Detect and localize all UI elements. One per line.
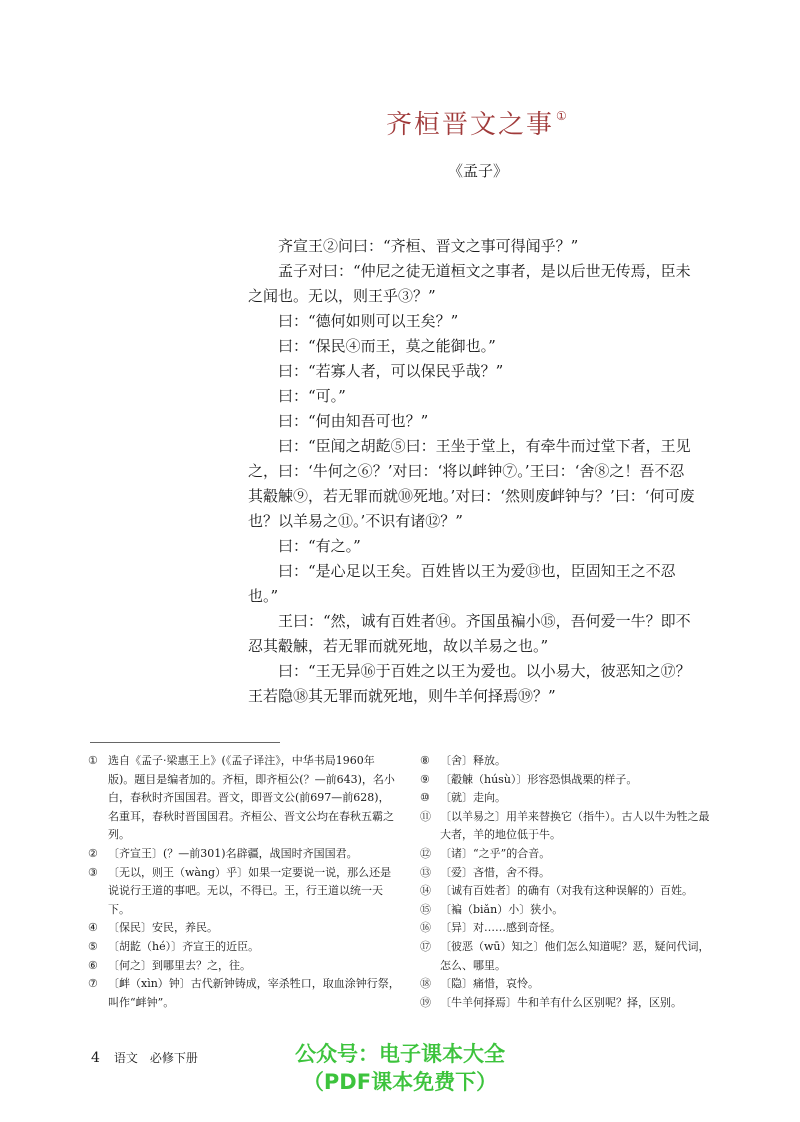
footnote-text: 〔彼恶（wū）知之〕他们怎么知道呢？恶，疑问代词，怎么、哪里。 <box>440 939 710 972</box>
footnote <box>88 919 400 938</box>
footnote-number: ⑧ <box>420 754 430 767</box>
footnote <box>88 957 400 976</box>
footnote-divider <box>90 742 280 743</box>
footnote <box>420 771 720 790</box>
title-footnote-mark: ① <box>556 109 569 123</box>
footnote-number: ⑥ <box>88 958 98 972</box>
footnote-number: ⑭ <box>420 884 431 898</box>
footnote-number: ⑱ <box>420 977 431 991</box>
footnote-text: 选自《孟子·梁惠王上》(《孟子译注》，中华书局1960年版)。题目是编者加的。齐桓，即齐桓公(？—前643)，名小白，春秋时齐国国君。晋文，即晋文公(前697—前628)，名重耳，春秋时晋国国君。齐桓公、晋文公均在春秋五霸之列。 <box>108 754 395 842</box>
paragraph: 曰：“德何如则可以王矣？” <box>278 312 459 330</box>
footnote <box>420 845 720 864</box>
footnote-text: 〔异〕对……感到奇怪。 <box>440 921 561 935</box>
footnote-text: 〔保民〕安民，养民。 <box>108 921 218 935</box>
paragraph: 曰：“是心足以王矣。百姓皆以王为爱⑬也，臣固知王之不忍也。” <box>248 562 676 605</box>
footnote-number: ① <box>88 754 98 767</box>
footnote <box>88 845 400 864</box>
footnote-number: ② <box>88 846 98 860</box>
footnote <box>420 975 720 994</box>
footnote-text: 〔就〕走向。 <box>440 791 506 805</box>
footnote-number: ⑦ <box>88 977 98 991</box>
page-footer <box>91 1049 198 1066</box>
footnote-number: ⑪ <box>420 809 431 823</box>
footnotes-left <box>88 752 400 1012</box>
footnote <box>88 975 400 1012</box>
footnote <box>420 808 720 845</box>
page-title <box>386 104 569 141</box>
paragraph: 曰：“王无异⑯于百姓之以王为爱也。以小易大，彼恶知之⑰？王若隐⑱其无罪而就死地，则牛羊何择焉⑲？” <box>248 662 691 705</box>
paragraph: 齐宣王②问曰：“齐桓、晋文之事可得闻乎？” <box>278 237 579 255</box>
footnote-text: 〔齐宣王〕(？—前301)名辟疆，战国时齐国国君。 <box>108 846 358 860</box>
footnote-number: ⑬ <box>420 865 431 879</box>
watermark-line-1: 公众号：电子课本大全 <box>295 1042 505 1066</box>
paragraph: 孟子对曰：“仲尼之徒无道桓文之事者，是以后世无传焉，臣未之闻也。无以，则王乎③？” <box>248 262 691 305</box>
footnote <box>88 864 400 920</box>
footnote-text: 〔诚有百姓者〕的确有（对我有这种误解的）百姓。 <box>440 884 693 898</box>
footnote <box>420 752 720 771</box>
footnote-text: 〔觳觫（húsù）〕形容恐惧战栗的样子。 <box>440 772 638 786</box>
footnote-number: ⑩ <box>420 791 430 805</box>
footnote-text: 〔何之〕到哪里去？之，往。 <box>108 958 251 972</box>
footnote <box>420 864 720 883</box>
footnote <box>88 752 400 845</box>
main-text <box>248 234 698 709</box>
footnote-text: 〔隐〕痛惜，哀怜。 <box>440 977 539 991</box>
footnote-number: ③ <box>88 865 98 879</box>
paragraph: 曰：“若寡人者，可以保民乎哉？” <box>278 362 504 380</box>
footnote <box>88 938 400 957</box>
paragraph: 曰：“有之。” <box>278 537 361 555</box>
footnote-text: 〔爱〕吝惜，舍不得。 <box>440 865 550 879</box>
footnote-text: 〔牛羊何择焉〕牛和羊有什么区别呢？择，区别。 <box>440 995 682 1009</box>
footnote <box>420 994 720 1013</box>
footnote-number: ④ <box>88 921 98 935</box>
footnote-number: ⑤ <box>88 939 98 953</box>
paragraph: 曰：“可。” <box>278 387 346 405</box>
paragraph: 曰：“何由知吾可也？” <box>278 412 429 430</box>
footnote <box>420 789 720 808</box>
footnote-number: ⑯ <box>420 921 431 935</box>
footnotes-right <box>420 752 720 1012</box>
watermark-line-2: （PDF课本免费下） <box>302 1070 498 1094</box>
footnote-text: 〔无以，则王（wàng）乎〕如果一定要说一说，那么还是说说行王道的事吧。无以，不得已。王，行王道以统一天下。 <box>108 865 392 916</box>
paragraph: 王曰：“然，诚有百姓者⑭。齐国虽褊小⑮，吾何爱一牛？即不忍其觳觫，若无罪而就死地，故以羊易之也。” <box>248 612 691 655</box>
footnote-number: ⑮ <box>420 902 431 916</box>
footnote-text: 〔衅（xìn）钟〕古代新钟铸成，宰杀牲口，取血涂钟行祭，叫作“衅钟”。 <box>108 977 400 1009</box>
footnote <box>420 919 720 938</box>
footnote-text: 〔诸〕“之乎”的合音。 <box>440 846 551 860</box>
footnote <box>420 901 720 920</box>
footnote-text: 〔以羊易之〕用羊来替换它（指牛）。古人以牛为牲之最大者，羊的地位低于牛。 <box>440 809 710 842</box>
footnote <box>420 938 720 975</box>
footnote-number: ⑨ <box>420 772 430 786</box>
author: 《孟子》 <box>448 162 509 180</box>
paragraph: 曰：“保民④而王，莫之能御也。” <box>278 337 496 355</box>
footnote-text: 〔舍〕释放。 <box>440 754 506 767</box>
paragraph: 曰：“臣闻之胡龁⑤曰：王坐于堂上，有牵牛而过堂下者，王见之，曰：‘牛何之⑥？’对曰：‘将以衅钟⑦。’王曰：‘舍⑧之！吾不忍其觳觫⑨，若无罪而就⑩死地。’对曰：‘然则废衅钟与？’曰：‘何可废也？以羊易之⑪。’不识有诸⑫？” <box>248 437 695 530</box>
footnote-number: ⑫ <box>420 846 431 860</box>
title-text: 齐桓晋文之事 <box>386 110 555 140</box>
footnote-text: 〔胡龁（hé）〕齐宣王的近臣。 <box>108 939 260 953</box>
footnote-number: ⑰ <box>420 939 431 953</box>
book-title: 语文 必修下册 <box>113 1051 198 1065</box>
footnote-number: ⑲ <box>420 995 431 1009</box>
footnote-text: 〔褊（biǎn）小〕狭小。 <box>440 902 564 916</box>
footnote <box>420 882 720 901</box>
page-number: 4 <box>91 1050 100 1066</box>
